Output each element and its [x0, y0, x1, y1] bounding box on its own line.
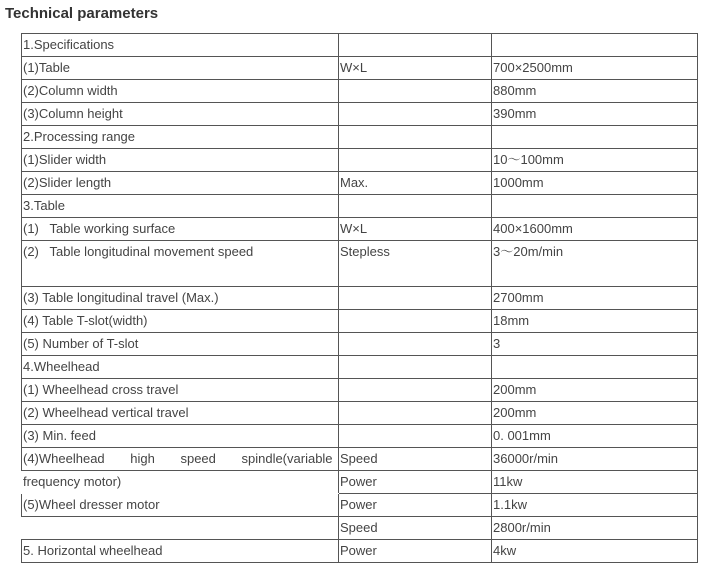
param-condition-cell: Power — [339, 540, 492, 563]
param-value-cell — [492, 126, 698, 149]
table-row — [22, 195, 698, 218]
param-name-cell: (5)Wheel dresser motor — [22, 494, 339, 517]
param-value-cell: 390mm — [492, 103, 698, 126]
param-value-cell: 4kw — [492, 540, 698, 563]
param-condition-cell — [339, 34, 492, 57]
table-row — [22, 287, 698, 310]
param-value-cell: 200mm — [492, 379, 698, 402]
param-name-cell: (1)Table — [22, 57, 339, 80]
param-condition-cell: Stepless — [339, 241, 492, 287]
param-name-cell: (1) Table working surface — [22, 218, 339, 241]
param-condition-cell — [339, 103, 492, 126]
param-value-cell: 2700mm — [492, 287, 698, 310]
table-row — [22, 494, 698, 517]
param-name-cell: (3) Table longitudinal travel (Max.) — [22, 287, 339, 310]
param-condition-cell — [339, 402, 492, 425]
param-name-cell: (1) Wheelhead cross travel — [22, 379, 339, 402]
param-condition-cell: Max. — [339, 172, 492, 195]
param-name-cell: 3.Table — [22, 195, 339, 218]
param-value-cell: 18mm — [492, 310, 698, 333]
param-value-cell: 1.1kw — [492, 494, 698, 517]
param-name-cell: 4.Wheelhead — [22, 356, 339, 379]
table-row — [22, 310, 698, 333]
param-condition-cell — [339, 195, 492, 218]
param-value-cell: 3～20m/min — [492, 241, 698, 287]
param-name-cell: (3)Column height — [22, 103, 339, 126]
param-condition-cell: Power — [339, 494, 492, 517]
param-condition-cell: Speed — [339, 448, 492, 471]
param-name-cell — [22, 448, 339, 471]
param-name-cell — [22, 517, 339, 540]
table-row — [22, 57, 698, 80]
param-condition-cell — [339, 333, 492, 356]
table-row — [22, 540, 698, 563]
param-condition-cell — [339, 310, 492, 333]
param-name-cell: frequency motor) — [22, 471, 339, 494]
param-name-cell: (5) Number of T-slot — [22, 333, 339, 356]
table-row — [22, 356, 698, 379]
param-condition-cell: W×L — [339, 218, 492, 241]
table-row — [22, 425, 698, 448]
param-name-cell: (2) Table longitudinal movement speed — [22, 241, 339, 287]
param-condition-cell: Power — [339, 471, 492, 494]
param-name-cell: 2.Processing range — [22, 126, 339, 149]
param-name-cell: 5. Horizontal wheelhead — [22, 540, 339, 563]
param-name-cell: (4) Table T-slot(width) — [22, 310, 339, 333]
param-value-cell: 1000mm — [492, 172, 698, 195]
param-name-cell: (2)Column width — [22, 80, 339, 103]
param-condition-cell — [339, 149, 492, 172]
param-condition-cell — [339, 425, 492, 448]
table-row — [22, 241, 698, 287]
table-row — [22, 517, 698, 540]
param-value-cell: 2800r/min — [492, 517, 698, 540]
param-value-cell: 11kw — [492, 471, 698, 494]
param-value-cell: 700×2500mm — [492, 57, 698, 80]
param-name-cell: (3) Min. feed — [22, 425, 339, 448]
page-title: Technical parameters — [5, 5, 159, 22]
param-name-cell: (2)Slider length — [22, 172, 339, 195]
technical-parameters-table — [21, 33, 698, 563]
table-row — [22, 218, 698, 241]
param-value-cell — [492, 356, 698, 379]
table-row — [22, 34, 698, 57]
param-value-cell — [492, 34, 698, 57]
param-name-cell: (1)Slider width — [22, 149, 339, 172]
param-condition-cell: Speed — [339, 517, 492, 540]
param-condition-cell — [339, 379, 492, 402]
param-value-cell — [492, 195, 698, 218]
param-name-cell: (2) Wheelhead vertical travel — [22, 402, 339, 425]
param-condition-cell — [339, 80, 492, 103]
param-condition-cell: W×L — [339, 57, 492, 80]
param-condition-cell — [339, 356, 492, 379]
table-row — [22, 471, 698, 494]
table-row — [22, 103, 698, 126]
table-row — [22, 402, 698, 425]
table-row — [22, 172, 698, 195]
param-name-cell: 1.Specifications — [22, 34, 339, 57]
param-value-cell: 10～100mm — [492, 149, 698, 172]
param-value-cell: 400×1600mm — [492, 218, 698, 241]
param-value-cell: 3 — [492, 333, 698, 356]
wheelhead-spindle-label: (4)Wheelhead high speed spindle(variable — [23, 451, 333, 466]
param-value-cell: 36000r/min — [492, 448, 698, 471]
param-value-cell: 200mm — [492, 402, 698, 425]
param-condition-cell — [339, 287, 492, 310]
table-row — [22, 126, 698, 149]
table-row — [22, 80, 698, 103]
table-row — [22, 149, 698, 172]
param-condition-cell — [339, 126, 492, 149]
table-row — [22, 379, 698, 402]
table-row — [22, 448, 698, 471]
param-value-cell: 880mm — [492, 80, 698, 103]
table-row — [22, 333, 698, 356]
param-value-cell: 0. 001mm — [492, 425, 698, 448]
